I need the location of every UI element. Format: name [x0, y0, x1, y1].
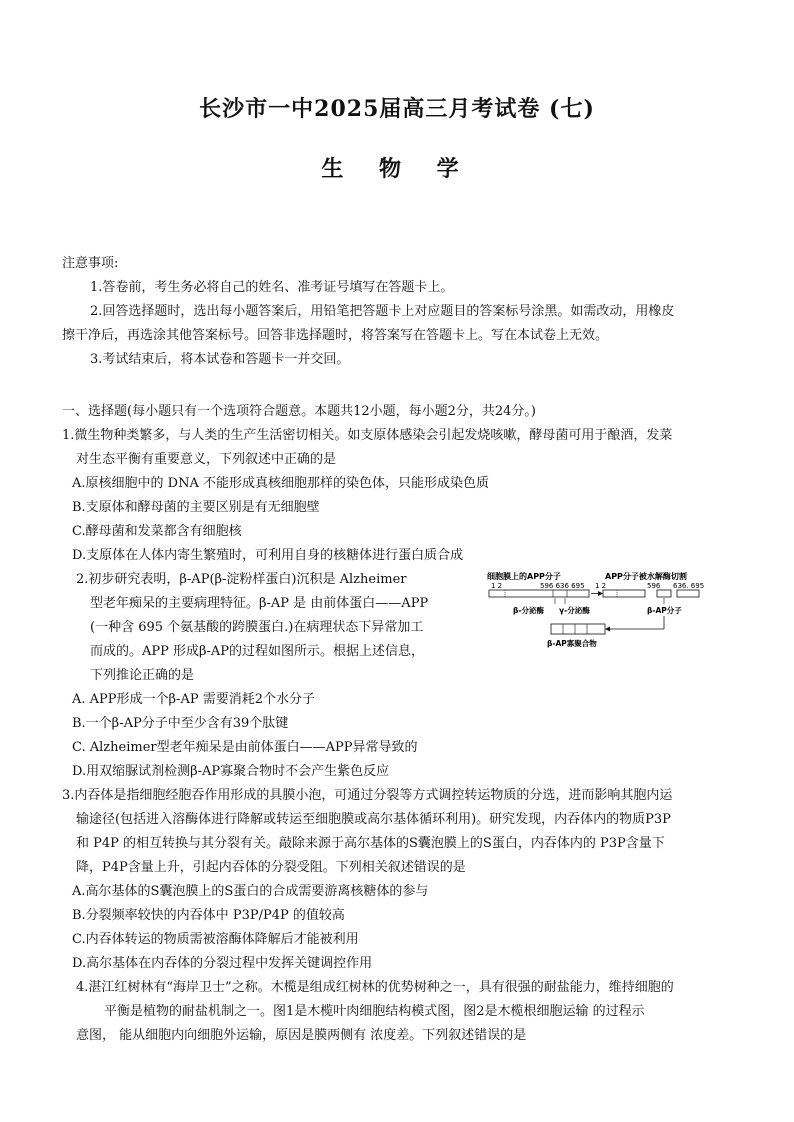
app-processing-diagram [485, 570, 735, 655]
q3-option-a: A.高尔基体的S囊泡膜上的S蛋白的合成需要游离核糖体的参与 [72, 884, 429, 899]
q2-stem: 型老年痴呆的主要病理特征。β-AP 是 由前体蛋白——APP [90, 596, 429, 611]
q1-option-c: C.酵母菌和发菜都含有细胞核 [72, 524, 242, 539]
diagram-nums-right-a: 1 2 [595, 582, 607, 590]
diagram-nums-mid: 596 636 695 [540, 582, 585, 590]
arrow-head-icon [605, 627, 610, 632]
q3-stem: 降，P4P含量上升，引起内吞体的分裂受阻。下列相关叙述错误的是 [76, 860, 466, 875]
q2-stem: 2.初步研究表明，β-AP(β-淀粉样蛋白)沉积是 Alzheimer [76, 572, 407, 587]
diagram-nums-right-c: 636. 695 [673, 582, 705, 590]
q4-stem: 意图， 能从细胞内向细胞外运输，原因是膜两侧有 浓度差。下列叙述错误的是 [76, 1028, 527, 1043]
beta-ap-fragment [657, 590, 671, 597]
q2-stem: 而成的。APP 形成β-AP的过程如图所示。根据上述信息， [90, 644, 425, 659]
diagram-nums-right-b: 596 [647, 582, 661, 590]
page-title: 长沙市一中2025届高三月考试卷 (七) [199, 96, 595, 122]
q2-stem: 下列推论正确的是 [90, 668, 195, 683]
notice-heading: 注意事项: [62, 256, 119, 271]
q1-stem: 对生态平衡有重要意义，下列叙述中正确的是 [76, 452, 337, 467]
app-fragment-right [677, 590, 699, 597]
app-molecule-bar [489, 590, 589, 597]
diagram-label-cut: APP分子被水解酶切割 [605, 572, 687, 581]
diagram-label-membrane: 细胞膜上的APP分子 [487, 572, 561, 581]
beta-secretase-label: β-分泌酶 [513, 606, 544, 615]
gamma-secretase-label: γ-分泌酶 [559, 606, 590, 615]
aggregate-label: β-AP寡聚合物 [547, 639, 597, 648]
subject-title: 生 物 学 [321, 156, 473, 182]
notice-item: 1.答卷前，考生务必将自己的姓名、准考证号填写在答题卡上。 [90, 280, 454, 295]
q3-stem: 和 P4P 的相互转换与其分裂有关。敲除来源于高尔基体的S囊泡膜上的S蛋白，内吞体内的 P3P含量下 [76, 836, 665, 851]
aggregate-box [551, 624, 605, 634]
q1-option-b: B.支原体和酵母菌的主要区别是有无细胞壁 [72, 500, 320, 515]
q2-option-d: D.用双缩脲试剂检测β-AP寡聚合物时不会产生紫色反应 [72, 764, 390, 779]
q3-stem: 输途径(包括进入溶酶体进行降解或转运至细胞膜或高尔基体循环利用)。研究发现，内吞体内的物质P3P [76, 812, 671, 827]
q2-stem: (一种含 695 个氨基酸的跨膜蛋白.)在病理状态下异常加工 [90, 620, 424, 635]
q4-stem: 平衡是植物的耐盐机制之一。图1是木榄叶肉细胞结构模式图，图2是木榄根细胞运输 的过程示 [104, 1004, 645, 1019]
q4-stem: 4.湛江红树林有“海岸卫士”之称。木榄是组成红树林的优势树种之一，具有很强的耐盐能力，维持细胞的 [76, 980, 674, 995]
q1-stem: 1.微生物种类繁多，与人类的生产生活密切相关。如支原体感染会引起发烧咳嗽，酵母菌可用于酿酒，发菜 [62, 428, 673, 443]
diagram-nums-left: 1 2 [491, 582, 503, 590]
section-heading: 一、选择题(每小题只有一个选项符合题意。本题共12小题，每小题2分，共24分。) [62, 404, 536, 419]
notice-item: 2.回答选择题时，选出每小题答案后，用铅笔把答题卡上对应题目的答案标号涂黑。如需改动，用橡皮 [90, 304, 675, 319]
q3-option-b: B.分裂频率较快的内吞体中 P3P/P4P 的值较高 [72, 908, 345, 923]
q3-stem: 3.内吞体是指细胞经胞吞作用形成的具膜小泡，可通过分裂等方式调控转运物质的分选，进而影响其胞内运 [62, 788, 673, 803]
beta-ap-molecule-label: β-AP分子 [647, 606, 682, 615]
notice-item: 3.考试结束后，将本试卷和答题卡一并交回。 [90, 352, 350, 367]
q3-option-d: D.高尔基体在内吞体的分裂过程中发挥关键调控作用 [72, 956, 373, 971]
q1-option-d: D.支原体在人体内寄生繁殖时，可利用自身的核糖体进行蛋白质合成 [72, 548, 464, 563]
q1-option-a: A.原核细胞中的 DNA 不能形成真核细胞那样的染色体，只能形成染色质 [72, 476, 489, 491]
q2-option-a: A. APP形成一个β-AP 需要消耗2个水分子 [72, 692, 315, 707]
notice-item: 擦干净后，再选涂其他答案标号。回答非选择题时，将答案写在答题卡上。写在本试卷上无效。 [62, 328, 609, 343]
app-fragment-left [603, 590, 645, 597]
q3-option-c: C.内吞体转运的物质需被溶酶体降解后才能被利用 [72, 932, 359, 947]
arrow-head-icon [598, 591, 603, 596]
q2-option-b: B.一个β-AP分子中至少含有39个肽键 [72, 716, 289, 731]
q2-option-c: C. Alzheimer型老年痴呆是由前体蛋白——APP异常导致的 [72, 740, 418, 755]
